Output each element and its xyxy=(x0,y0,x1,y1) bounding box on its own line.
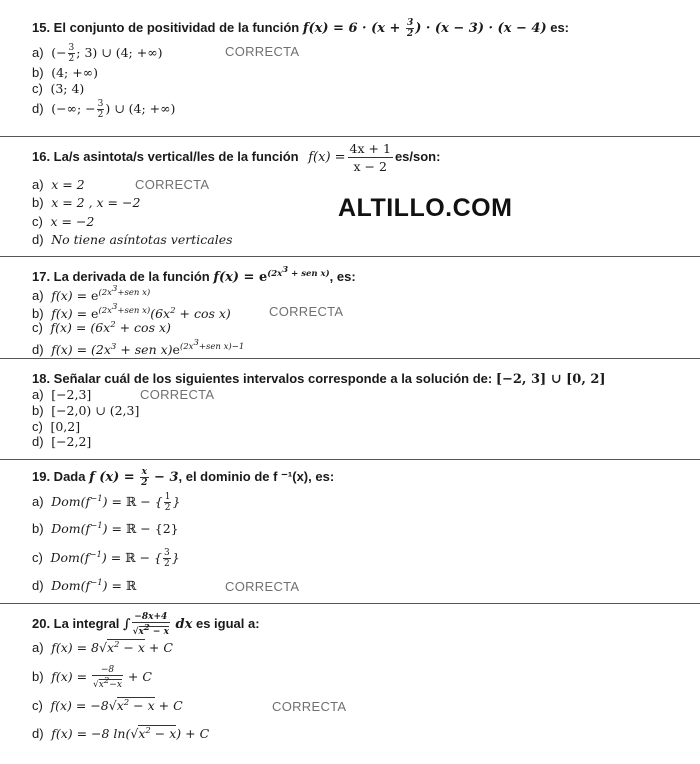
q20-option-d[interactable]: d) f(x) = −8 $\ln(√x^2 - x) + C$ xyxy=(32,726,210,742)
q15-correct-mark: CORRECTA xyxy=(225,44,300,59)
q20-option-a-text: $f(x) = 8√x^2 - x + C$ xyxy=(51,640,173,656)
q16-option-c[interactable]: c) x = −2 xyxy=(32,214,95,229)
q17-option-c-text: $f(x) = (6x^2 + \cos x)$ xyxy=(50,320,171,336)
q16-option-b[interactable]: b) x = 2 , x = −2 xyxy=(32,195,141,210)
q18-option-c[interactable]: c) [0,2] xyxy=(32,419,81,434)
q20-option-c[interactable]: c) $f(x) = -8√x^2 - x + C$ xyxy=(32,698,183,714)
question-15-function: f(x) = 6 · (x + $\frac{3}{2}$ ) · (x − 3) · (x − 4) xyxy=(302,18,547,39)
q15-option-a[interactable]: a) (− $\frac{3}{2}$ ; 3) ∪ (4; +∞) xyxy=(32,43,163,64)
q15-option-c[interactable]: c) (3; 4) xyxy=(32,81,85,96)
q20-correct-mark: CORRECTA xyxy=(272,699,347,714)
question-19-function: f (x) = $\frac{x}{2}$ − 3 xyxy=(89,467,179,488)
q16-option-d[interactable]: d) No tiene asíntotas verticales xyxy=(32,232,233,247)
q15-option-d[interactable]: d) (−∞; − $\frac{3}{2}$ ) ∪ (4; +∞) xyxy=(32,99,176,120)
q16-option-a[interactable]: a) x = 2 xyxy=(32,177,85,192)
q18-option-a[interactable]: a) [−2,3] xyxy=(32,387,92,402)
separator xyxy=(0,256,700,257)
q19-option-d[interactable]: d) $Dom(f^{-1})$ = ℝ xyxy=(32,578,137,594)
q20-option-b[interactable]: b) f(x) = $\frac{-8}{√x^2-x}$ + C xyxy=(32,665,152,690)
q19-option-b-text: $Dom(f^{-1})$ = ℝ − {2} xyxy=(51,521,179,537)
q19-option-a-text: $Dom(f^{-1})$ = ℝ − { $\frac{1}{2}$ } xyxy=(51,492,181,513)
question-20-title: 20. La integral ∫ $\frac{-8x+4}{√x^2 - x}$ dx es igual a: xyxy=(32,612,260,637)
q15-option-a-text: (− $\frac{3}{2}$ ; 3) ∪ (4; +∞) xyxy=(51,43,163,64)
q19-option-c-text: $Dom(f^{-1})$ = ℝ − { $\frac{3}{2}$ } xyxy=(50,548,180,569)
q19-option-c[interactable]: c) $Dom(f^{-1})$ = ℝ − { $\frac{3}{2}$ } xyxy=(32,548,180,569)
q20-option-d-text: f(x) = −8 $\ln(√x^2 - x) + C$ xyxy=(51,726,210,742)
formula-text-mirror xyxy=(0,0,1,1)
q17-option-d[interactable]: d) $f(x) = (2x^3$ + sen $x)e^{(2x^3+sen x)-1}$ xyxy=(32,338,245,357)
q17-correct-mark: CORRECTA xyxy=(269,304,344,319)
question-18-title: 18. Señalar cuál de los siguientes intervalos corresponde a la solución de: [−2, 3] ∪ [0, 2] xyxy=(32,371,606,387)
separator xyxy=(0,459,700,460)
q19-option-b[interactable]: b) $Dom(f^{-1})$ = ℝ − {2} xyxy=(32,521,179,537)
q15-option-d-text: (−∞; − $\frac{3}{2}$ ) ∪ (4; +∞) xyxy=(51,99,176,120)
question-17-function: $f(x) = e^{(2x^3 + sen x)}$ xyxy=(213,265,330,286)
q18-option-d[interactable]: d) [−2,2] xyxy=(32,434,92,449)
question-20-integral: ∫ $\frac{-8x+4}{√x^2 - x}$ dx xyxy=(123,612,193,637)
q16-correct-mark: CORRECTA xyxy=(135,177,210,192)
question-16-fraction: $\frac{4x + 1}{x - 2}$ xyxy=(349,141,391,174)
q19-option-a[interactable]: a) $Dom(f^{-1})$ = ℝ − { $\frac{1}{2}$ } xyxy=(32,492,181,513)
separator xyxy=(0,136,700,137)
q15-option-b[interactable]: b) (4; +∞) xyxy=(32,65,98,80)
q20-option-c-text: $f(x) = -8√x^2 - x + C$ xyxy=(50,698,183,714)
separator xyxy=(0,358,700,359)
q19-correct-mark: CORRECTA xyxy=(225,579,300,594)
question-19-title: 19. Dada f (x) = $\frac{x}{2}$ − 3, el dominio de f ⁻¹(x), es: xyxy=(32,467,335,488)
q17-option-d-text: $f(x) = (2x^3$ + sen $x)e^{(2x^3+sen x)-1}$ xyxy=(51,338,245,357)
q18-correct-mark: CORRECTA xyxy=(140,387,215,402)
q17-option-a-text: $f(x) = e^{(2x^3+sen x)}$ xyxy=(51,284,151,303)
question-16-title: 16. La/s asintota/s vertical/les de la función f(x) = $\frac{4x + 1}{x - 2}$ es/son: xyxy=(32,141,441,174)
q20-option-b-text: f(x) = $\frac{-8}{√x^2-x}$ + C xyxy=(51,665,152,690)
watermark: ALTILLO.COM xyxy=(338,194,513,222)
question-17-title: 17. La derivada de la función $f(x) = e^{(2x^3 + sen x)}$, es: xyxy=(32,265,356,286)
q17-option-b[interactable]: b) $f(x) = e^{(2x^3+sen x)}(6x^2 + \cos x)$ xyxy=(32,302,231,321)
q19-option-d-text: $Dom(f^{-1})$ = ℝ xyxy=(51,578,137,594)
separator xyxy=(0,603,700,604)
q17-option-b-text: $f(x) = e^{(2x^3+sen x)}(6x^2 + \cos x)$ xyxy=(51,302,231,321)
q20-option-a[interactable]: a) $f(x) = 8√x^2 - x + C$ xyxy=(32,640,173,656)
q18-option-b[interactable]: b) [−2,0) ∪ (2,3] xyxy=(32,403,140,418)
q17-option-c[interactable]: c) $f(x) = (6x^2 + \cos x)$ xyxy=(32,320,171,336)
q17-option-a[interactable]: a) $f(x) = e^{(2x^3+sen x)}$ xyxy=(32,284,151,303)
question-15-title: 15. El conjunto de positividad de la función f(x) = 6 · (x + $\frac{3}{2}$ ) · (x − 3) · (x − 4) es: xyxy=(32,18,570,39)
